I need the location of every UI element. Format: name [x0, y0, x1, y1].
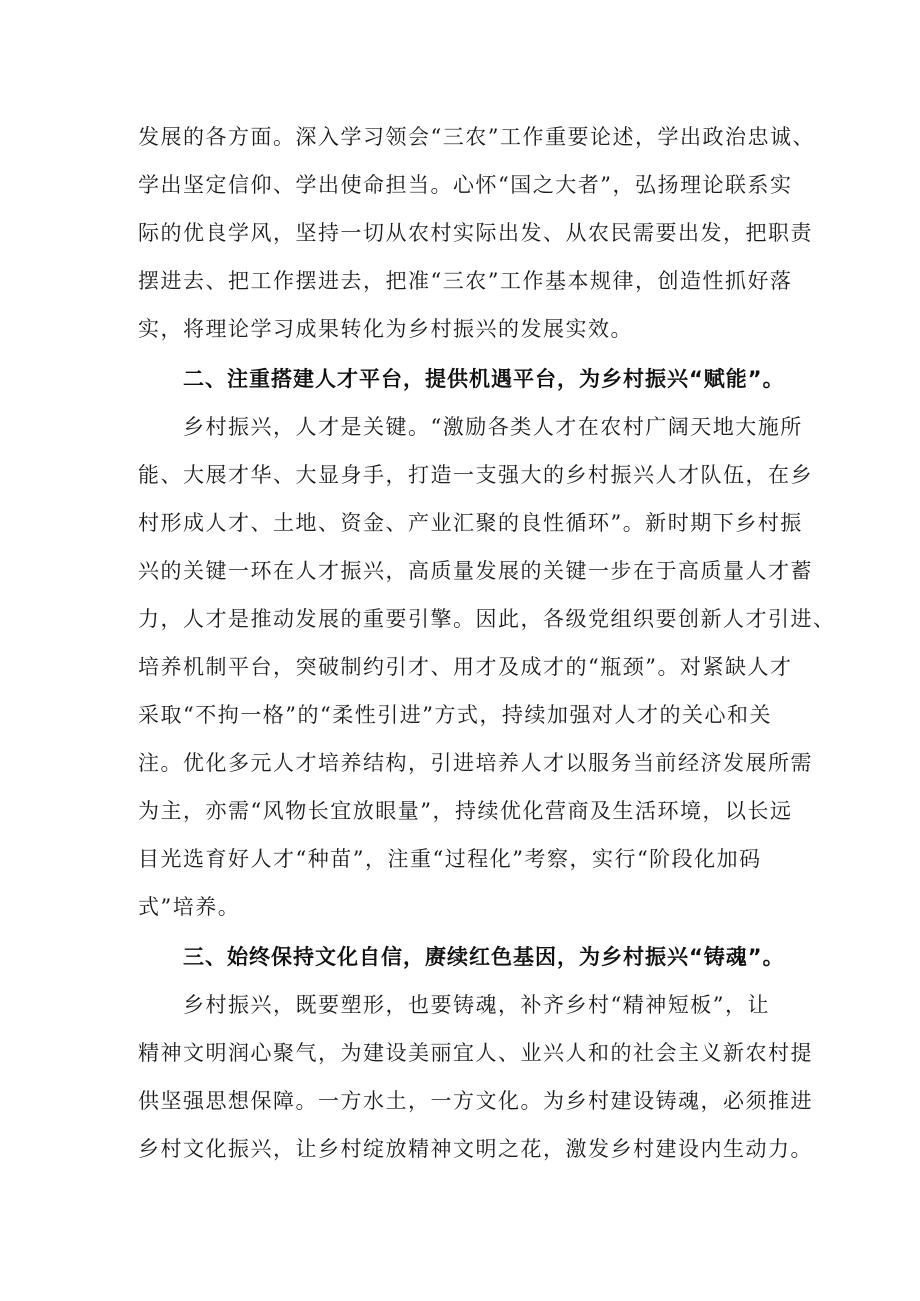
text-line: 学出坚定信仰、学出使命担当。心怀“国之大者”，弘扬理论联系实	[138, 173, 793, 197]
text-line: 能、大展才华、大显身手，打造一支强大的乡村振兴人才队伍，在乡	[138, 463, 813, 487]
text-line: 供坚强思想保障。一方水土，一方文化。为乡村建设铸魂，必须推进	[138, 1089, 813, 1113]
text-line: 培养机制平台，突破制约引才、用才及成才的“瓶颈”。对紧缺人才	[138, 655, 793, 679]
text-line: 际的优良学风，坚持一切从农村实际出发、从农民需要出发，把职责	[138, 221, 813, 245]
text-line: 精神文明润心聚气，为建设美丽宜人、业兴人和的社会主义新农村提	[138, 1041, 813, 1065]
text-line: 目光选育好人才“种苗”，注重“过程化”考察，实行“阶段化加码	[138, 847, 762, 871]
text-line: 乡村文化振兴，让乡村绽放精神文明之花，激发乡村建设内生动力。	[138, 1137, 813, 1161]
text-line: 兴的关键一环在人才振兴，高质量发展的关键一步在于高质量人才蓄	[138, 559, 813, 583]
text-line: 注。优化多元人才培养结构，引进培养人才以服务当前经济发展所需	[138, 751, 813, 775]
text-line: 实，将理论学习成果转化为乡村振兴的发展实效。	[138, 317, 633, 341]
text-line: 摆进去、把工作摆进去，把准“三农”工作基本规律，创造性抓好落	[138, 269, 793, 293]
paragraph-first-line: 乡村振兴，既要塑形，也要铸魂，补齐乡村“精神短板”，让	[183, 993, 770, 1017]
text-line: 为主，亦需“风物长宜放眼量”，持续优化营商及生活环境，以长远	[138, 799, 793, 823]
section-heading-3: 三、始终保持文化自信，赓续红色基因，为乡村振兴“铸魂”。	[183, 945, 785, 969]
text-line: 村形成人才、土地、资金、产业汇聚的良性循环”。新时期下乡村振	[138, 511, 803, 535]
paragraph-first-line: 乡村振兴，人才是关键。“激励各类人才在农村广阔天地大施所	[183, 415, 803, 439]
text-line: 力，人才是推动发展的重要引擎。因此，各级党组织要创新人才引进、	[138, 607, 836, 631]
text-line: 采取“不拘一格”的“柔性引进”方式，持续加强对人才的关心和关	[138, 703, 772, 727]
section-heading-2: 二、注重搭建人才平台，提供机遇平台，为乡村振兴“赋能”。	[183, 367, 785, 391]
text-line: 发展的各方面。深入学习领会“三农”工作重要论述，学出政治忠诚、	[138, 125, 815, 149]
text-line: 式”培养。	[138, 895, 241, 919]
